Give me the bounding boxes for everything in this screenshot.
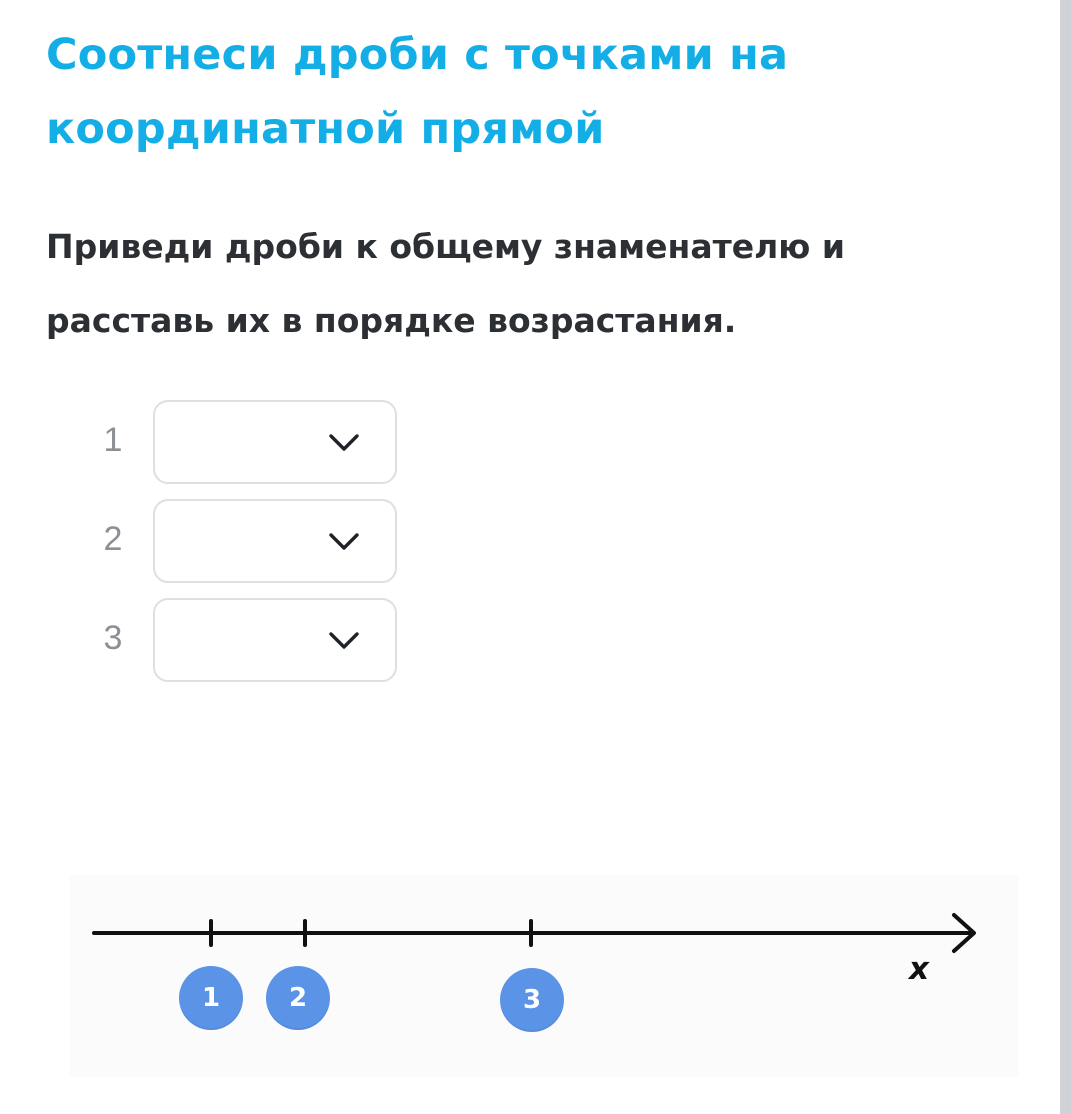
point-marker-1: 1: [179, 966, 243, 1030]
chevron-down-icon: [327, 430, 361, 456]
exercise-instruction: Приведи дроби к общему знаменателю и расставь их в порядке возрастания.: [46, 227, 845, 340]
point-marker-2: 2: [266, 966, 330, 1030]
answer-select-1[interactable]: [153, 400, 397, 484]
exercise-title: Соотнеси дроби с точками на координатной прямой: [46, 30, 789, 154]
chevron-down-icon: [327, 529, 361, 555]
answer-row-2: [95, 499, 415, 585]
answer-row-number: 1: [103, 421, 123, 459]
answer-row-3: [95, 598, 415, 684]
scrollbar-track[interactable]: [1060, 0, 1071, 1114]
answer-select-2[interactable]: [153, 499, 397, 583]
point-marker-3: 3: [500, 968, 564, 1032]
answer-select-3[interactable]: [153, 598, 397, 682]
answer-row-number: 3: [103, 619, 123, 657]
axis-label: x: [909, 951, 929, 987]
chevron-down-icon: [327, 628, 361, 654]
answer-row-number: 2: [103, 520, 123, 558]
answer-row-1: [95, 400, 415, 486]
